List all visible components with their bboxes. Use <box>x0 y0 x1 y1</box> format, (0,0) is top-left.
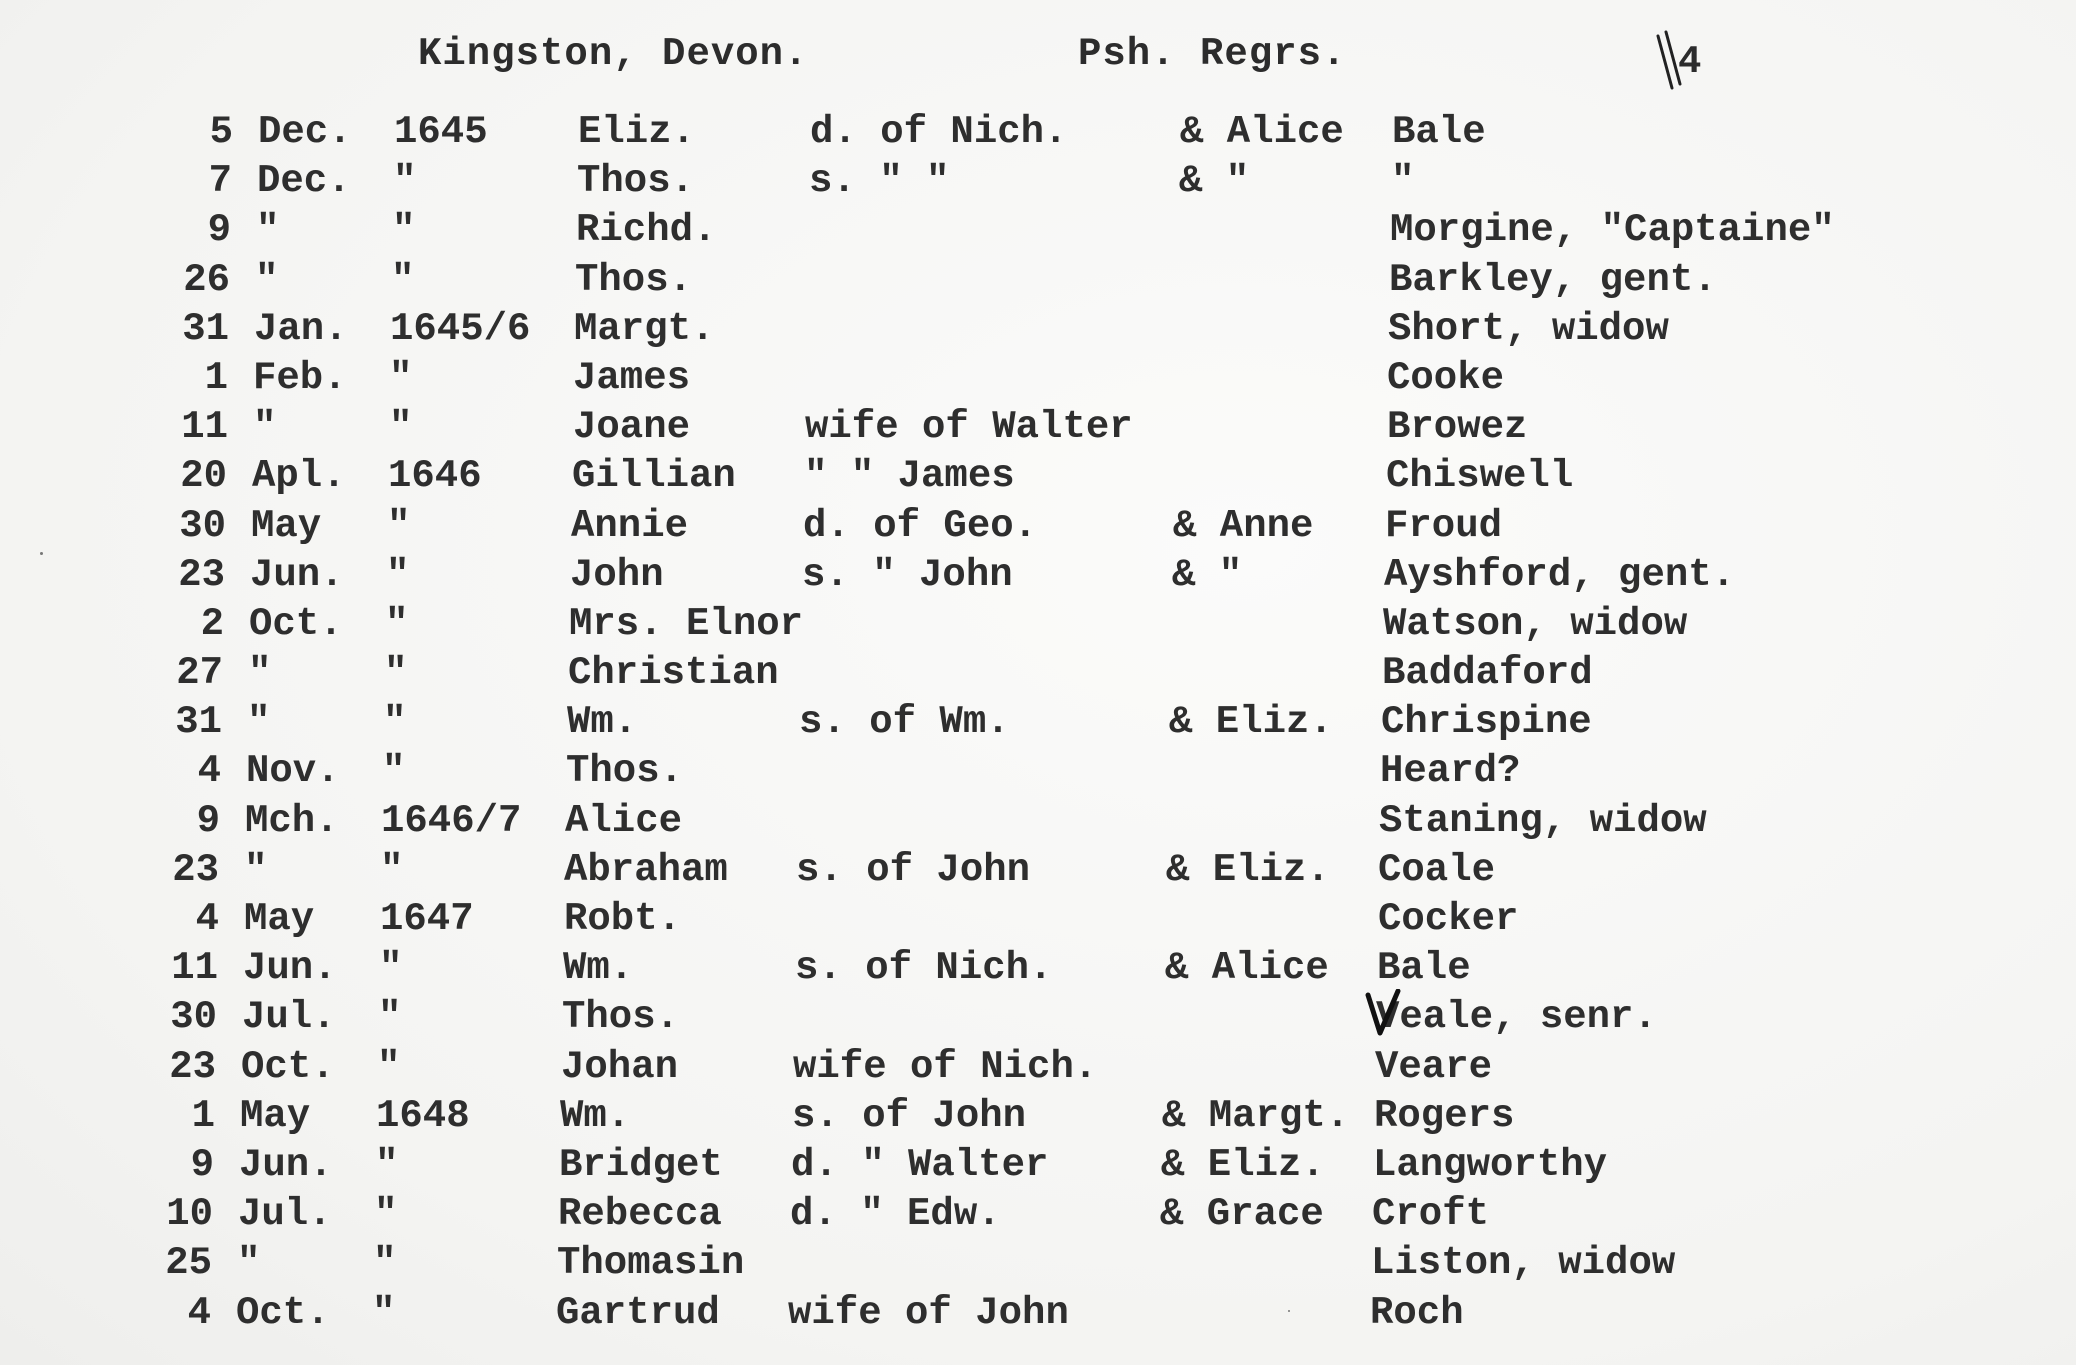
entry-day: 11 <box>171 946 218 991</box>
entry-surname: Veale, senr. <box>1376 995 1657 1040</box>
entry-forename: Robt. <box>564 897 682 941</box>
entry-year: 1645/6 <box>390 306 531 351</box>
handwritten-check-icon <box>1364 989 1404 1039</box>
entry-year: 1645 <box>394 110 488 154</box>
entry-surname: Barkley, gent. <box>1389 257 1717 302</box>
entry-forename: Wm. <box>560 1093 631 1138</box>
entry-day: 4 <box>195 897 219 941</box>
entry-year: " <box>389 405 413 450</box>
entry-forename: Thomasin <box>557 1241 745 1286</box>
entry-month: May <box>251 503 322 548</box>
entry-day: 30 <box>170 995 217 1040</box>
entry-surname: Chrispine <box>1381 700 1592 745</box>
register-entry <box>0 159 2076 208</box>
entry-forename: Johan <box>561 1044 679 1089</box>
register-entry <box>0 405 2076 454</box>
entry-month: Jun. <box>243 946 337 991</box>
entry-parents: & Grace <box>1160 1192 1324 1237</box>
entry-surname: Rogers <box>1374 1093 1515 1138</box>
entry-month: " <box>237 1241 261 1286</box>
entry-surname: Cocker <box>1378 897 1519 941</box>
register-entry <box>0 1094 2076 1143</box>
entry-month: " <box>244 847 268 892</box>
entry-day: 23 <box>169 1044 216 1089</box>
entry-surname: Bale <box>1392 110 1486 154</box>
entry-day: 10 <box>166 1192 213 1237</box>
entry-year: " <box>384 651 408 696</box>
entry-month: Apl. <box>252 454 346 499</box>
entry-surname: Morgine, "Captaine" <box>1390 208 1835 253</box>
entry-year: " <box>391 257 415 302</box>
entry-forename: John <box>570 552 664 597</box>
entry-forename: Thos. <box>566 749 684 794</box>
entry-forename: Wm. <box>563 946 634 991</box>
entry-surname: Liston, widow <box>1371 1241 1676 1286</box>
entry-month: Jun. <box>239 1142 333 1187</box>
register-entry <box>0 602 2076 651</box>
entry-day: 30 <box>179 503 226 548</box>
entry-forename: Bridget <box>559 1142 723 1187</box>
entry-relation: " " James <box>804 454 1015 499</box>
entry-day: 4 <box>197 749 221 794</box>
register-entry <box>0 1291 2076 1340</box>
register-entry <box>0 1241 2076 1290</box>
entry-month: May <box>240 1093 311 1138</box>
entry-forename: Christian <box>568 651 779 696</box>
entry-year: " <box>379 946 403 991</box>
entry-year: " <box>372 1290 396 1335</box>
place-heading: Kingston, Devon. <box>418 32 809 76</box>
entry-month: " <box>255 257 279 302</box>
entry-year: " <box>383 700 407 745</box>
entry-relation: s. " John <box>802 552 1013 597</box>
entry-month: Oct. <box>241 1044 335 1089</box>
register-entry <box>0 848 2076 897</box>
entry-surname: Chiswell <box>1386 454 1574 499</box>
register-entry <box>0 1143 2076 1192</box>
entry-month: Oct. <box>249 601 343 646</box>
entry-day: 31 <box>175 700 222 745</box>
entry-parents: & Eliz. <box>1166 847 1330 892</box>
entry-forename: Joane <box>573 405 691 450</box>
entry-month: Jul. <box>242 995 336 1040</box>
entry-day: 1 <box>204 355 228 400</box>
entry-year: " <box>385 601 409 646</box>
entry-surname: Croft <box>1372 1192 1490 1237</box>
entry-surname: Cooke <box>1387 355 1505 400</box>
entry-relation: wife of Nich. <box>793 1044 1098 1089</box>
entry-day: 27 <box>176 651 223 696</box>
registers-heading: Psh. Regrs. <box>1078 32 1347 76</box>
entry-day: 9 <box>190 1142 214 1187</box>
entry-relation: d. " Edw. <box>790 1192 1001 1237</box>
entry-month: " <box>253 405 277 450</box>
entry-day: 23 <box>178 552 225 597</box>
entry-month: Nov. <box>246 749 340 794</box>
entry-parents: & Alice <box>1180 110 1344 154</box>
entry-parents: & Anne <box>1173 503 1314 548</box>
entry-forename: Wm. <box>567 700 638 745</box>
entry-year: " <box>392 208 416 253</box>
entry-day: 31 <box>182 306 229 351</box>
entry-year: " <box>393 159 417 204</box>
entry-forename: Rebecca <box>558 1192 722 1237</box>
entry-relation: wife of John <box>788 1290 1069 1335</box>
register-entry <box>0 1192 2076 1241</box>
register-entry <box>0 749 2076 798</box>
entry-year: 1648 <box>376 1093 470 1138</box>
entry-parents: & Margt. <box>1162 1093 1350 1138</box>
entry-forename: Thos. <box>577 159 695 204</box>
entry-forename: Alice <box>565 798 683 843</box>
register-entry <box>0 258 2076 307</box>
entry-surname: Baddaford <box>1382 651 1593 696</box>
register-entry <box>0 110 2076 159</box>
entry-relation: s. of John <box>792 1093 1027 1138</box>
entry-surname: Ayshford, gent. <box>1384 552 1736 597</box>
entry-forename: Mrs. Elnor <box>569 601 804 646</box>
entry-forename: Abraham <box>564 847 728 892</box>
entry-year: " <box>382 749 406 794</box>
entry-year: " <box>386 552 410 597</box>
entry-parents: & Alice <box>1165 946 1329 991</box>
entry-year: " <box>373 1241 397 1286</box>
page-header <box>0 32 2076 92</box>
entry-relation: s. of John <box>796 847 1031 892</box>
entry-year: 1647 <box>380 897 474 941</box>
entry-month: " <box>247 700 271 745</box>
entry-surname: Bale <box>1377 946 1471 991</box>
entry-surname: " <box>1391 159 1415 204</box>
register-entry <box>0 504 2076 553</box>
entry-surname: Browez <box>1387 405 1528 450</box>
entry-year: " <box>375 1142 399 1187</box>
entry-year: " <box>378 995 402 1040</box>
entry-day: 9 <box>207 208 231 253</box>
entry-day: 7 <box>208 159 232 204</box>
entry-relation: d. of Nich. <box>810 110 1068 154</box>
register-entries <box>0 110 2076 1340</box>
register-entry <box>0 208 2076 257</box>
entry-relation: wife of Walter <box>805 405 1133 450</box>
entry-month: Oct. <box>236 1290 330 1335</box>
entry-year: " <box>380 847 404 892</box>
entry-forename: Thos. <box>562 995 680 1040</box>
register-entry <box>0 553 2076 602</box>
entry-month: Mch. <box>245 798 339 843</box>
entry-parents: & " <box>1172 552 1243 597</box>
entry-surname: Roch <box>1370 1290 1464 1335</box>
register-entry <box>0 1045 2076 1094</box>
entry-day: 5 <box>209 110 233 154</box>
entry-relation: s. of Wm. <box>799 700 1010 745</box>
entry-month: Jan. <box>254 306 348 351</box>
entry-year: " <box>389 355 413 400</box>
entry-forename: James <box>573 355 691 400</box>
paper-speck <box>1288 1310 1290 1312</box>
register-entry <box>0 700 2076 749</box>
entry-month: Dec. <box>258 110 352 154</box>
entry-forename: Margt. <box>574 306 715 351</box>
entry-parents: & " <box>1179 159 1250 204</box>
entry-surname: Heard? <box>1380 749 1521 794</box>
entry-relation: s. of Nich. <box>795 946 1053 991</box>
entry-surname: Langworthy <box>1373 1142 1608 1187</box>
register-entry <box>0 307 2076 356</box>
entry-surname: Froud <box>1385 503 1503 548</box>
register-entry <box>0 799 2076 848</box>
entry-surname: Short, widow <box>1388 306 1669 351</box>
entry-relation: d. " Walter <box>791 1142 1049 1187</box>
entry-day: 2 <box>200 601 224 646</box>
entry-relation: d. of Geo. <box>803 503 1038 548</box>
register-entry <box>0 946 2076 995</box>
register-entry <box>0 897 2076 946</box>
entry-relation: s. " " <box>809 159 950 204</box>
entry-day: 20 <box>180 454 227 499</box>
register-entry <box>0 454 2076 503</box>
entry-day: 1 <box>191 1093 215 1138</box>
entry-year: " <box>387 503 411 548</box>
entry-month: Dec. <box>257 159 351 204</box>
entry-surname: Veare <box>1375 1044 1493 1089</box>
entry-year: 1646 <box>388 454 482 499</box>
entry-day: 4 <box>187 1290 211 1335</box>
entry-parents: & Eliz. <box>1169 700 1333 745</box>
entry-month: May <box>244 897 315 941</box>
entry-surname: Watson, widow <box>1383 601 1688 646</box>
entry-month: " <box>256 208 280 253</box>
entry-month: Jul. <box>238 1192 332 1237</box>
entry-day: 23 <box>172 847 219 892</box>
register-entry <box>0 356 2076 405</box>
entry-day: 25 <box>165 1241 212 1286</box>
entry-year: 1646/7 <box>381 798 522 843</box>
entry-day: 9 <box>196 798 220 843</box>
entry-month: Feb. <box>253 355 347 400</box>
register-entry <box>0 995 2076 1044</box>
entry-forename: Gartrud <box>556 1290 720 1335</box>
entry-forename: Gillian <box>572 454 736 499</box>
entry-surname: Staning, widow <box>1379 798 1707 843</box>
entry-forename: Richd. <box>576 208 717 253</box>
entry-month: Jun. <box>250 552 344 597</box>
entry-forename: Thos. <box>575 257 693 302</box>
entry-surname: Coale <box>1378 847 1496 892</box>
entry-forename: Annie <box>571 503 689 548</box>
entry-day: 11 <box>181 405 228 450</box>
register-entry <box>0 651 2076 700</box>
entry-forename: Eliz. <box>578 110 696 154</box>
entry-day: 26 <box>183 257 230 302</box>
entry-parents: & Eliz. <box>1161 1142 1325 1187</box>
page-number-text: 4 <box>1678 40 1703 84</box>
entry-year: " <box>374 1192 398 1237</box>
page-number <box>1660 40 1703 84</box>
entry-month: " <box>248 651 272 696</box>
entry-year: " <box>377 1044 401 1089</box>
paper-speck <box>40 552 43 555</box>
